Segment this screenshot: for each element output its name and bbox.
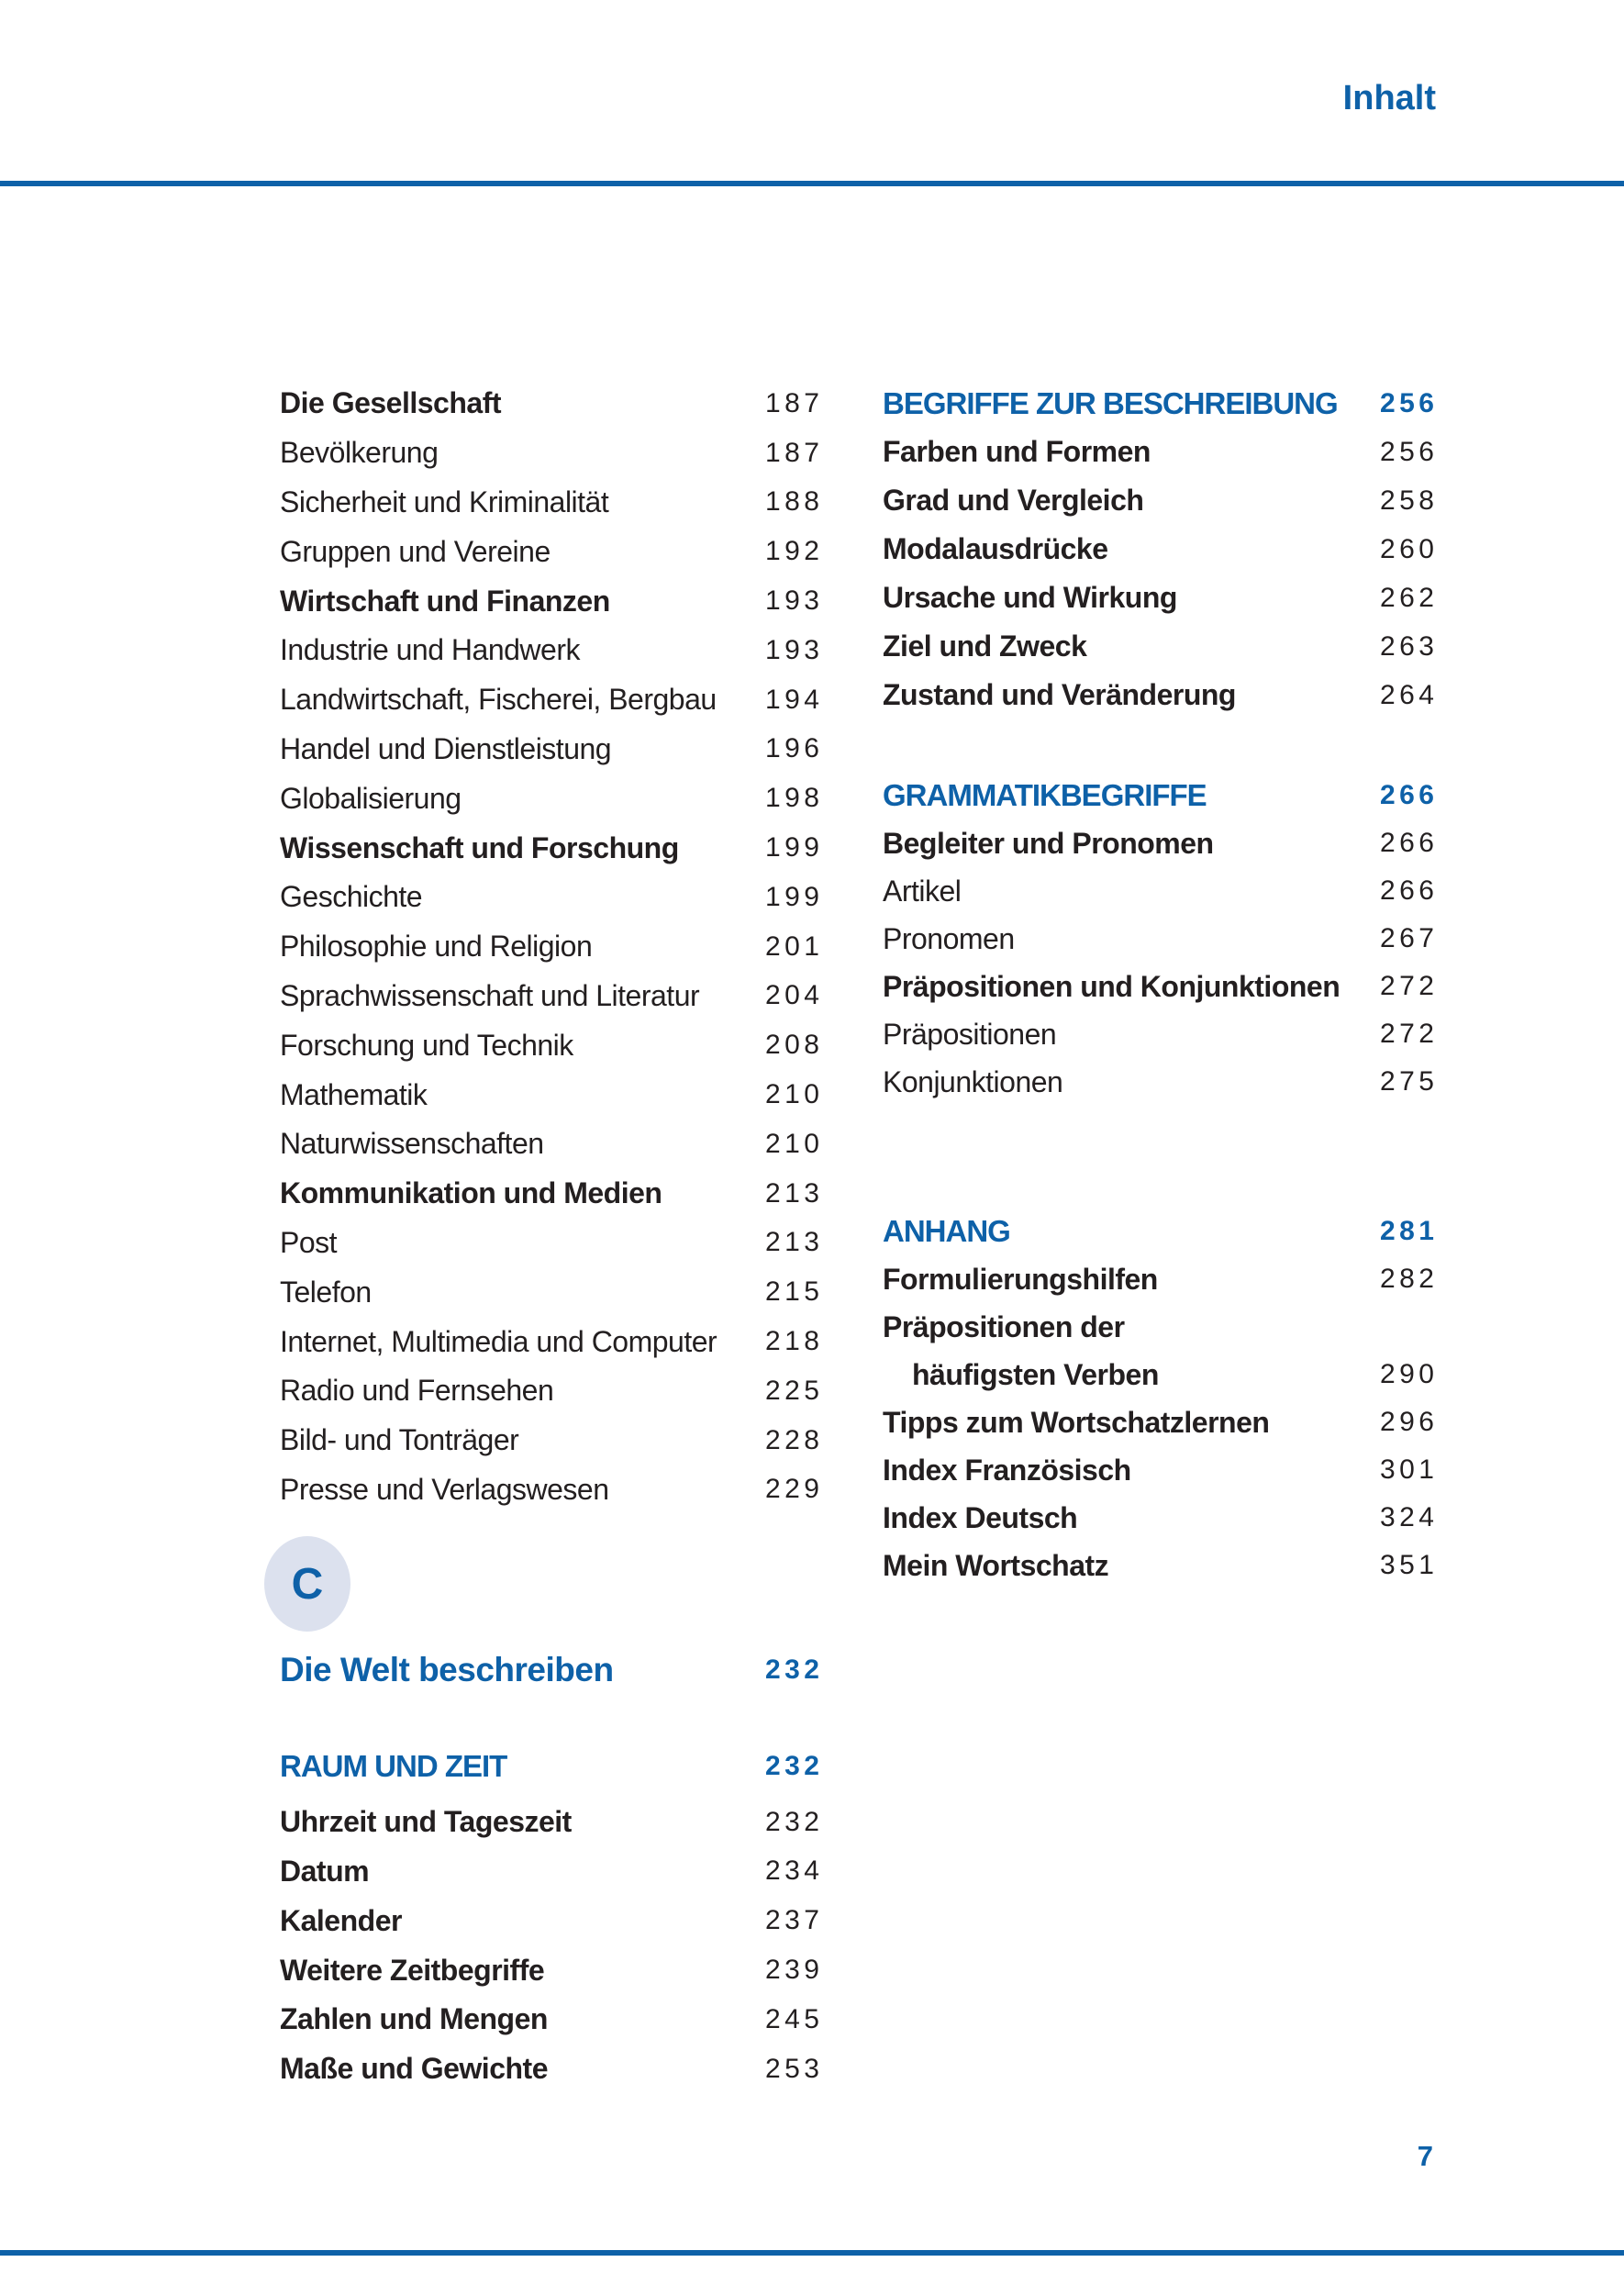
toc-section-header — [280, 1742, 824, 1791]
toc-entry — [280, 1267, 824, 1317]
toc-entry-title: Telefon — [280, 1275, 372, 1309]
toc-entry-title: Präpositionen — [883, 1017, 1057, 1051]
toc-entry-page: 188 — [764, 486, 824, 518]
toc-entry-title: Farben und Formen — [883, 435, 1151, 468]
toc-entry — [883, 1494, 1439, 1542]
toc-entry — [280, 1020, 824, 1070]
raum-entries — [280, 1798, 824, 2094]
toc-entry-title: Presse und Verlagswesen — [280, 1472, 609, 1506]
toc-entry — [280, 725, 824, 774]
part-title-page: 232 — [764, 1655, 824, 1685]
toc-entry — [280, 873, 824, 922]
toc-entry-page: 264 — [1379, 679, 1439, 710]
toc-entry-page: 192 — [764, 536, 824, 567]
toc-entry-page: 272 — [1379, 1019, 1439, 1049]
raum-und-zeit-section — [280, 1742, 824, 2094]
toc-entry-page: 201 — [764, 930, 824, 962]
toc-entry-title: Landwirtschaft, Fischerei, Bergbau — [280, 683, 717, 717]
toc-entry-page: 198 — [764, 783, 824, 814]
toc-entry-title: Wissenschaft und Forschung — [280, 830, 679, 864]
toc-entry-title: Post — [280, 1225, 338, 1259]
toc-entry-page: 193 — [764, 634, 824, 665]
toc-entry — [883, 1542, 1439, 1589]
toc-entry — [280, 1169, 824, 1219]
toc-entry-page: 351 — [1379, 1550, 1439, 1580]
toc-section-header-page: 232 — [764, 1750, 824, 1781]
toc-entry-page: 245 — [764, 2003, 824, 2034]
toc-entry-title: Weitere Zeitbegriffe — [280, 1953, 545, 1987]
toc-entry — [280, 1945, 824, 1995]
toc-entry-page: 263 — [1379, 630, 1439, 662]
toc-entry-page: 290 — [1379, 1359, 1439, 1389]
toc-entry — [883, 915, 1439, 963]
toc-entry-page: 193 — [764, 585, 824, 617]
toc-entry-title: Modalausdrücke — [883, 532, 1108, 565]
toc-entry-title: Artikel — [883, 874, 962, 908]
toc-entry — [883, 1010, 1439, 1058]
toc-entry — [883, 476, 1439, 525]
toc-entry-title: Index Deutsch — [883, 1500, 1078, 1534]
toc-section-header-page: 256 — [1379, 387, 1439, 418]
toc-entry — [280, 2045, 824, 2094]
part-c-badge — [264, 1536, 350, 1632]
toc-entry-title: Mathematik — [280, 1077, 428, 1111]
toc-entry-page: 228 — [764, 1424, 824, 1455]
toc-entry — [883, 574, 1439, 622]
page-header-title: Inhalt — [1342, 79, 1436, 117]
part-c-letter: C — [291, 1559, 324, 1609]
toc-entry-page: 229 — [764, 1474, 824, 1505]
toc-entry-title: Kalender — [280, 1903, 402, 1937]
toc-entry — [883, 819, 1439, 867]
toc-entry-title: Ziel und Zweck — [883, 630, 1087, 663]
toc-entry-title: Gruppen und Vereine — [280, 534, 551, 568]
toc-entry-title: Handel und Dienstleistung — [280, 731, 612, 765]
toc-entry — [883, 525, 1439, 574]
toc-entry-title: Pronomen — [883, 921, 1015, 955]
toc-entry-page: 208 — [764, 1030, 824, 1061]
toc-entry-page: 301 — [1379, 1454, 1439, 1485]
toc-section-header — [883, 772, 1439, 819]
toc-entry-page: 272 — [1379, 971, 1439, 1001]
toc-entry-title: Präpositionen und Konjunktionen — [883, 969, 1340, 1003]
toc-entry — [280, 1070, 824, 1120]
toc-entry — [280, 823, 824, 873]
toc-entry — [280, 1317, 824, 1366]
toc-entry — [280, 1120, 824, 1169]
toc-entry — [883, 1303, 1434, 1351]
toc-entry-page: 210 — [764, 1128, 824, 1159]
toc-entry — [280, 1798, 824, 1847]
toc-entry-page: 282 — [1379, 1264, 1439, 1294]
toc-entry — [280, 922, 824, 972]
toc-entry-title: Die Gesellschaft — [280, 386, 501, 420]
toc-entry-page: 253 — [764, 2053, 824, 2084]
toc-entry-title: Naturwissenschaften — [280, 1127, 544, 1161]
toc-section-header — [883, 1208, 1439, 1255]
toc-entry-page: 296 — [1379, 1407, 1439, 1437]
toc-entry — [280, 478, 824, 528]
toc-entry-title: Globalisierung — [280, 781, 462, 815]
toc-section-header-title: ANHANG — [883, 1214, 1010, 1248]
toc-entry-page: 196 — [764, 733, 824, 764]
toc-entry-page: 266 — [1379, 828, 1439, 858]
toc-entry-page: 210 — [764, 1079, 824, 1110]
toc-entry-page: 256 — [1379, 436, 1439, 467]
toc-entry-title: Bevölkerung — [280, 436, 439, 470]
toc-entry — [280, 1416, 824, 1465]
toc-entry — [280, 527, 824, 576]
toc-entry-page: 239 — [764, 1955, 824, 1986]
toc-entry-title: Datum — [280, 1854, 370, 1888]
toc-entry-page: 187 — [764, 387, 824, 418]
toc-entry-title: Internet, Multimedia und Computer — [280, 1324, 717, 1358]
toc-entry-page: 237 — [764, 1905, 824, 1936]
toc-section-header-page: 266 — [1379, 780, 1439, 810]
toc-entry — [883, 963, 1439, 1010]
toc-entry-title: Wirtschaft und Finanzen — [280, 584, 610, 618]
toc-entry-title: Maße und Gewichte — [280, 2052, 548, 2086]
bottom-rule — [0, 2250, 1624, 2256]
toc-entry — [280, 429, 824, 478]
toc-entry-page: 213 — [764, 1227, 824, 1258]
toc-entry-page: 260 — [1379, 533, 1439, 564]
toc-entry-page: 262 — [1379, 582, 1439, 613]
toc-entry-title: Uhrzeit und Tageszeit — [280, 1805, 572, 1839]
toc-section-header-page: 281 — [1379, 1216, 1439, 1246]
toc-entry — [280, 1465, 824, 1515]
toc-entry-title: Präpositionen der — [883, 1309, 1125, 1343]
toc-entry-page: 234 — [764, 1855, 824, 1887]
toc-entry-page: 215 — [764, 1276, 824, 1308]
toc-entry-title: Ursache und Wirkung — [883, 581, 1177, 614]
begriffe-zur-beschreibung-section — [883, 379, 1439, 719]
toc-entry — [280, 1847, 824, 1897]
toc-entry-page: 267 — [1379, 923, 1439, 953]
toc-entry — [280, 1995, 824, 2045]
toc-entry — [883, 1255, 1439, 1303]
part-title-row — [280, 1645, 824, 1695]
toc-entry — [883, 867, 1439, 915]
toc-entry-page: 187 — [764, 437, 824, 468]
toc-section-header-title: BEGRIFFE ZUR BESCHREIBUNG — [883, 385, 1338, 420]
toc-entry — [883, 428, 1439, 476]
toc-section-header-title: GRAMMATIKBEGRIFFE — [883, 778, 1207, 812]
grammatikbegriffe-section — [883, 772, 1439, 1106]
toc-entry-page: 199 — [764, 832, 824, 864]
toc-entry-title: Philosophie und Religion — [280, 930, 593, 964]
top-rule — [0, 181, 1624, 186]
toc-entry-title: Sicherheit und Kriminalität — [280, 485, 609, 518]
toc-entry — [280, 774, 824, 823]
toc-entry-title: Zustand und Veränderung — [883, 678, 1236, 711]
toc-section-header — [883, 379, 1439, 428]
toc-entry — [883, 1446, 1439, 1494]
toc-entry-page: 266 — [1379, 875, 1439, 906]
toc-entry — [883, 671, 1439, 719]
toc-entry-title: Formulierungshilfen — [883, 1262, 1158, 1296]
toc-entry — [280, 576, 824, 626]
toc-entry-title: Forschung und Technik — [280, 1028, 573, 1062]
toc-entry-page: 232 — [764, 1806, 824, 1837]
page-number: 7 — [1417, 2140, 1433, 2172]
toc-entry-page: 275 — [1379, 1066, 1439, 1097]
toc-entry — [280, 675, 824, 725]
toc-entry — [883, 622, 1439, 671]
toc-entry — [280, 972, 824, 1021]
toc-entry-title: Geschichte — [280, 880, 423, 914]
toc-entry — [280, 1219, 824, 1268]
toc-entry — [883, 1058, 1439, 1106]
toc-section-header-title: RAUM UND ZEIT — [280, 1748, 507, 1783]
toc-entry-page: 213 — [764, 1177, 824, 1209]
toc-entry-title: Kommunikation und Medien — [280, 1176, 662, 1210]
toc-entry-title: Index Französisch — [883, 1453, 1131, 1487]
anhang-section — [883, 1208, 1439, 1589]
toc-entry-page: 258 — [1379, 485, 1439, 516]
toc-left-column — [280, 379, 824, 1514]
toc-entry-page: 199 — [764, 881, 824, 912]
toc-entry-page: 225 — [764, 1375, 824, 1406]
toc-entry — [280, 1366, 824, 1416]
part-title-text: Die Welt beschreiben — [280, 1651, 614, 1688]
toc-entry — [280, 1896, 824, 1945]
toc-entry-title: Zahlen und Mengen — [280, 2002, 548, 2036]
toc-entry-title: Grad und Vergleich — [883, 484, 1144, 517]
toc-entry-title: Industrie und Handwerk — [280, 633, 580, 667]
toc-entry-title: Begleiter und Pronomen — [883, 826, 1214, 860]
toc-entry-page: 194 — [764, 684, 824, 715]
toc-entry-title: häufigsten Verben — [912, 1357, 1159, 1391]
toc-entry-title: Sprachwissenschaft und Literatur — [280, 978, 700, 1012]
toc-entry — [883, 1351, 1439, 1398]
toc-entry-title: Mein Wortschatz — [883, 1548, 1109, 1582]
toc-entry-page: 218 — [764, 1326, 824, 1357]
toc-entry-page: 324 — [1379, 1502, 1439, 1532]
toc-entry-title: Konjunktionen — [883, 1064, 1063, 1098]
toc-entry-title: Radio und Fernsehen — [280, 1374, 554, 1408]
toc-entry-page: 204 — [764, 980, 824, 1011]
toc-entry-title: Tipps zum Wortschatzlernen — [883, 1405, 1270, 1439]
toc-entry — [883, 1398, 1439, 1446]
toc-entry-title: Bild- und Tonträger — [280, 1423, 519, 1457]
toc-entry — [280, 379, 824, 429]
toc-entry — [280, 626, 824, 675]
